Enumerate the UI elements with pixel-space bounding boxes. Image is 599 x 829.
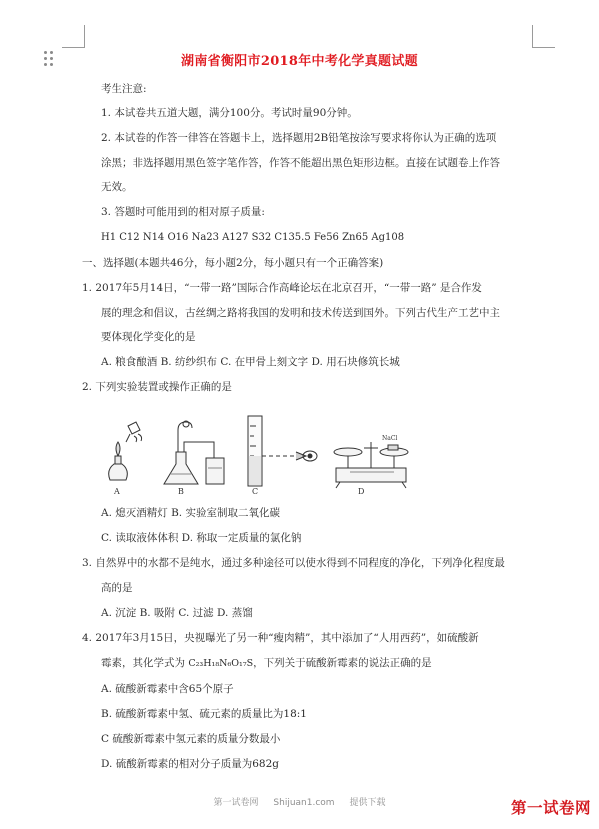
q1-line-1: 1. 2017年5月14日，“一带一路”国际合作高峰论坛在北京召开，“一带一路” 是合作发 bbox=[82, 282, 482, 294]
document-title: 湖南省衡阳市2018年中考化学真题试题 bbox=[181, 54, 418, 69]
notice-item-2-line-2: 涂黑；非选择题用黑色签字笔作答，作答不能超出黑色矩形边框。直接在试题卷上作答 bbox=[101, 157, 500, 169]
notice-heading: 考生注意: bbox=[101, 83, 147, 95]
figure-label-b: B bbox=[178, 487, 184, 496]
q3-line-1: 3. 自然界中的水都不是纯水，通过多种途径可以使水得到不同程度的净化，下列净化程度最 bbox=[82, 557, 505, 569]
footer-site-link[interactable]: Shijuan1.com bbox=[273, 798, 335, 808]
footer-left-text: 第一试卷网 bbox=[213, 798, 259, 808]
q2-options-row-1: A. 熄灭酒精灯 B. 实验室制取二氧化碳 bbox=[101, 507, 280, 519]
q1-options: A. 粮食酿酒 B. 纺纱织布 C. 在甲骨上刻文字 D. 用石块修筑长城 bbox=[101, 356, 400, 368]
q2-stem: 2. 下列实验装置或操作正确的是 bbox=[82, 381, 232, 393]
figure-label-d: D bbox=[358, 487, 365, 496]
q3-line-2: 高的是 bbox=[101, 582, 133, 594]
notice-item-1: 1. 本试卷共五道大题，满分100分。考试时量90分钟。 bbox=[101, 107, 358, 119]
q2-apparatus-figure bbox=[100, 412, 430, 498]
q3-options: A. 沉淀 B. 吸附 C. 过滤 D. 蒸馏 bbox=[101, 607, 253, 619]
q4-chemical-formula: C₂₃H₁₈N₆O₁₇S bbox=[188, 658, 254, 669]
q4-option-a: A. 硫酸新霉素中含65个原子 bbox=[101, 683, 234, 695]
page-corner-mark-right bbox=[532, 25, 555, 48]
page-corner-mark-left bbox=[62, 25, 85, 48]
q4-line-1: 4. 2017年3月15日，央视曝光了另一种“瘦肉精”，其中添加了“人用西药”，如硫酸新 bbox=[82, 632, 479, 644]
q4-option-b: B. 硫酸新霉素中氢、硫元素的质量比为18:1 bbox=[101, 708, 307, 720]
figure-label-a: A bbox=[114, 487, 120, 496]
figure-b-co2-apparatus bbox=[164, 421, 224, 484]
q4-option-d: D. 硫酸新霉素的相对分子质量为682g bbox=[101, 758, 279, 770]
page-footer bbox=[0, 795, 599, 808]
q4-line-2 bbox=[101, 656, 432, 671]
figure-d-balance bbox=[334, 442, 408, 488]
figure-a-alcohol-lamp bbox=[109, 422, 142, 480]
notice-item-3: 3. 答题时可能用到的相对原子质量: bbox=[101, 206, 265, 218]
q4-option-c: C 硫酸新霉素中氢元素的质量分数最小 bbox=[101, 733, 281, 745]
brand-watermark: 第一试卷网 bbox=[510, 799, 591, 817]
atomic-masses: H1 C12 N14 O16 Na23 A127 S32 C135.5 Fe56 Zn65 Ag108 bbox=[101, 232, 405, 243]
figure-c-graduated-cylinder bbox=[248, 416, 317, 486]
q4-line-2-suffix: ，下列关于硫酸新霉素的说法正确的是 bbox=[253, 657, 432, 669]
figure-label-c: C bbox=[252, 487, 259, 496]
q1-line-2: 展的理念和倡议，古丝绸之路将我国的发明和技术传送到国外。下列古代生产工艺中主 bbox=[101, 307, 500, 319]
figure-d-reading: NaCl bbox=[382, 435, 398, 442]
q1-line-3: 要体现化学变化的是 bbox=[101, 331, 196, 343]
notice-item-2-line-1: 2. 本试卷的作答一律答在答题卡上，选择题用2B铅笔按涂写要求将你认为正确的选项 bbox=[101, 132, 497, 144]
q4-line-2-prefix: 霉素，其化学式为 bbox=[101, 657, 189, 669]
notice-item-2-line-3: 无效。 bbox=[101, 181, 133, 193]
footer-right-text: 提供下载 bbox=[349, 798, 386, 808]
section-1-heading: 一、选择题(本题共46分，每小题2分，每小题只有一个正确答案) bbox=[82, 257, 384, 269]
q2-options-row-2: C. 读取液体体积 D. 称取一定质量的氯化钠 bbox=[101, 532, 302, 544]
